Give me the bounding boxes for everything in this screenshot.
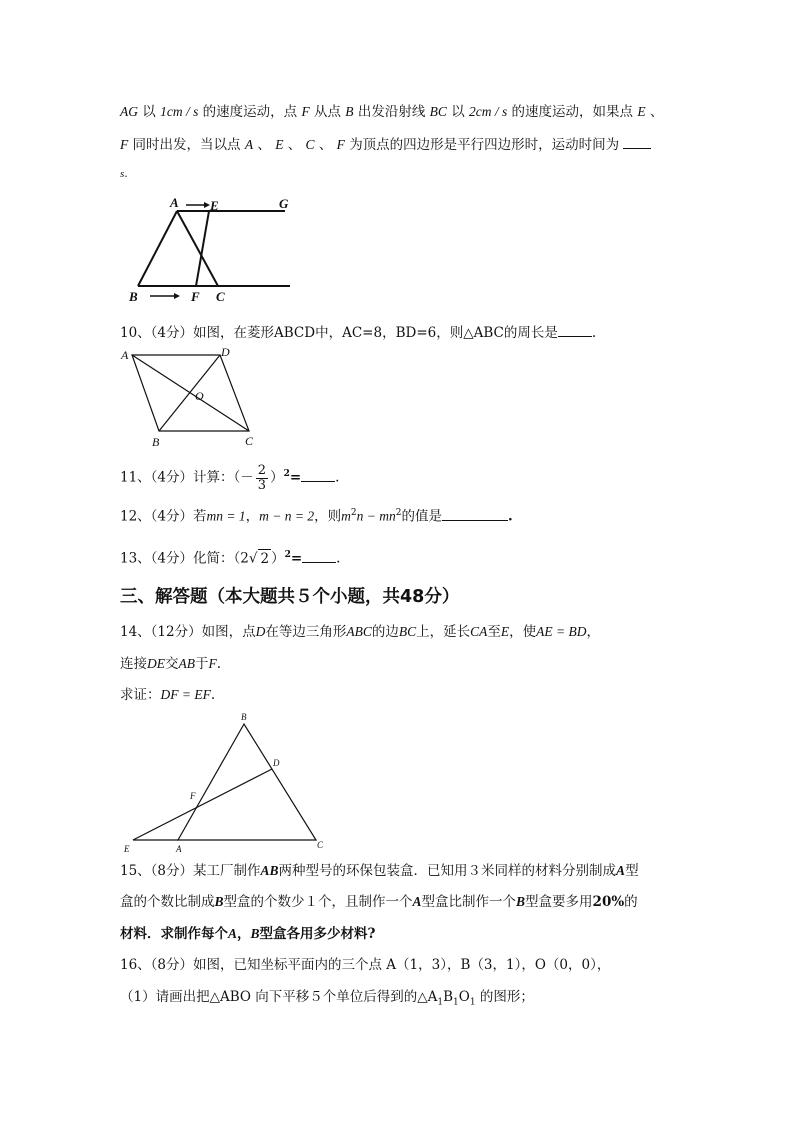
segment-ed bbox=[133, 769, 272, 840]
q12-text: 12、（4分）若mn = 1，m − n = 2，则$m^2n - mn^2$的值是 . bbox=[120, 508, 513, 525]
label-c: C bbox=[317, 840, 324, 850]
fraction: $\frac{2}{3}$ bbox=[257, 462, 267, 493]
label-o: O bbox=[195, 389, 204, 403]
q16-line-1: 16、（8分）如图，已知坐标平面内的三个点 A（1，3），B（3，1），O（0，0）， bbox=[120, 957, 611, 973]
diagonal-ac bbox=[132, 355, 249, 431]
q14-line-2: 连接DE交AB于F. bbox=[120, 656, 222, 672]
q11-text: 11、（4分）计算：（－ $\frac{2}{3}$ ）$^2$= . bbox=[120, 462, 340, 493]
q14-line-3: 求证：DF = EF. bbox=[120, 687, 216, 703]
label-a: A bbox=[170, 195, 179, 210]
label-f: F bbox=[190, 791, 196, 801]
q15-line-3: 材料．求制作每个A，B型盒各用多少材料? bbox=[120, 926, 376, 942]
q9-line-2: F 同时出发，当以点 A 、 E 、 C 、 F 为顶点的四边形是平行四边形时，运动时间为 bbox=[120, 135, 651, 154]
label-b: B bbox=[129, 289, 138, 304]
label-g: G bbox=[279, 196, 289, 211]
diagonal-bd bbox=[159, 355, 220, 431]
q13-text: 13、（4分）化简：（2√ 2 ）$^2$= . bbox=[120, 550, 341, 567]
q15-line-1: 15、（8分）某工厂制作AB两种型号的环保包装盒．已知用３米同样的材料分别制成A型 bbox=[120, 863, 639, 879]
q15-line-2: 盒的个数比制成B型盒的个数少１个，且制作一个A型盒比制作一个B型盒要多用20%的 bbox=[120, 894, 638, 910]
q9-figure bbox=[120, 192, 310, 307]
label-a: A bbox=[176, 844, 182, 854]
q14-figure bbox=[120, 710, 330, 855]
q10-text: 10、（4分）如图，在菱形ABCD中，AC=8，BD=6，则△ABC的周长是 . bbox=[120, 325, 597, 341]
label-c: C bbox=[216, 289, 225, 304]
label-f: F bbox=[191, 289, 200, 304]
answer-blank[interactable] bbox=[623, 135, 651, 149]
label-d: D bbox=[221, 345, 230, 359]
q16-line-2: （1）请画出把△ABO 向下平移５个单位后得到的$\triangle A_1B_1O_1$ 的图形； bbox=[120, 989, 534, 1008]
section-heading: 三、解答题（本大题共５个小题，共48分） bbox=[120, 587, 460, 607]
answer-blank[interactable] bbox=[558, 323, 592, 337]
q9-line-1: AG 以 1cm / s 的速度运动，点 F 从点 B 出发沿射线 BC 以 2cm / s 的速度运动，如果点 E 、 bbox=[120, 104, 664, 120]
q10-figure bbox=[118, 344, 268, 450]
q9-line-3: s. bbox=[120, 167, 128, 180]
answer-blank[interactable] bbox=[302, 549, 336, 563]
label-e: E bbox=[210, 198, 219, 213]
label-b: B bbox=[152, 435, 160, 449]
label-a: A bbox=[121, 348, 129, 362]
label-d: D bbox=[273, 758, 280, 768]
label-e: E bbox=[124, 844, 130, 854]
label-b: B bbox=[241, 712, 247, 722]
answer-blank[interactable] bbox=[442, 507, 508, 521]
segment-ab bbox=[138, 211, 177, 286]
label-c: C bbox=[245, 434, 254, 448]
answer-blank[interactable] bbox=[301, 468, 335, 482]
q14-line-1: 14、（12分）如图，点D在等边三角形ABC的边BC上，延长CA至E，使AE = BD， bbox=[120, 624, 600, 640]
